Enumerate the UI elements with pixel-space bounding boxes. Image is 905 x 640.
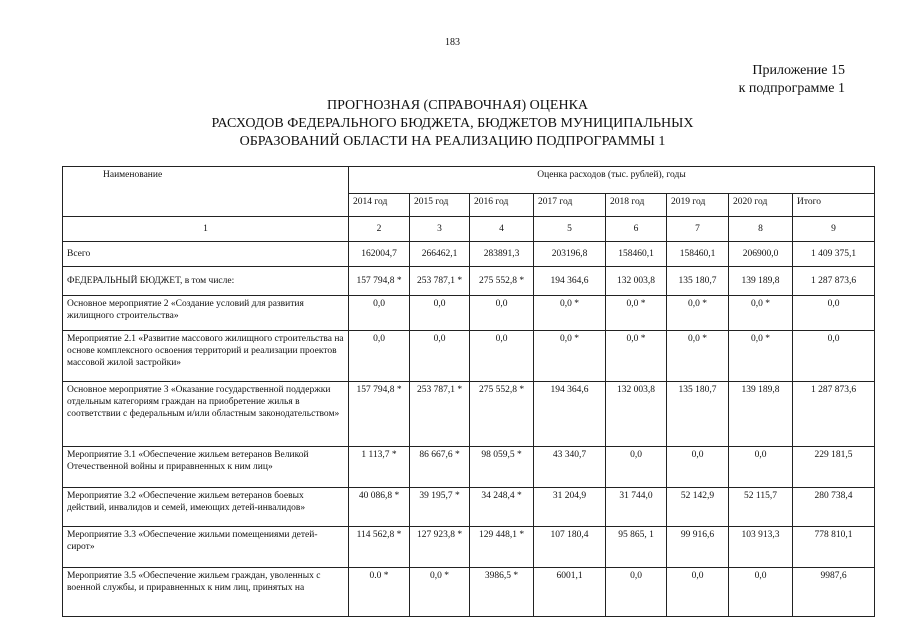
row-year-value: 0,0 xyxy=(729,568,793,617)
row-year-value: 99 916,6 xyxy=(667,527,729,568)
row-year-value: 52 142,9 xyxy=(667,488,729,527)
column-number: 9 xyxy=(793,217,875,242)
row-year-value: 39 195,7 * xyxy=(410,488,470,527)
row-year-value: 40 086,8 * xyxy=(349,488,410,527)
row-year-value: 0,0 xyxy=(470,331,534,382)
header-year: 2017 год xyxy=(534,194,606,217)
row-year-value: 0,0 * xyxy=(729,296,793,331)
row-name: Мероприятие 3.3 «Обеспечение жильми помещениями детей-сирот» xyxy=(63,527,349,568)
row-year-value: 0,0 xyxy=(410,331,470,382)
row-year-value: 114 562,8 * xyxy=(349,527,410,568)
row-year-value: 158460,1 xyxy=(606,242,667,267)
document-title-line-1: ПРОГНОЗНАЯ (СПРАВОЧНАЯ) ОЦЕНКА xyxy=(326,98,589,113)
row-total-value: 1 287 873,6 xyxy=(793,267,875,296)
row-year-value: 107 180,4 xyxy=(534,527,606,568)
row-year-value: 194 364,6 xyxy=(534,382,606,447)
row-year-value: 132 003,8 xyxy=(606,267,667,296)
row-year-value: 266462,1 xyxy=(410,242,470,267)
header-year: 2018 год xyxy=(606,194,667,217)
row-year-value: 206900,0 xyxy=(729,242,793,267)
row-year-value: 6001,1 xyxy=(534,568,606,617)
column-number: 6 xyxy=(606,217,667,242)
row-total-value: 1 409 375,1 xyxy=(793,242,875,267)
table-row xyxy=(63,296,875,331)
row-year-value: 283891,3 xyxy=(470,242,534,267)
row-year-value: 0,0 xyxy=(606,568,667,617)
header-year: 2015 год xyxy=(410,194,470,217)
table-column-numbers-row xyxy=(63,217,875,242)
row-total-value: 229 181,5 xyxy=(793,447,875,488)
row-name: Мероприятие 3.5 «Обеспечение жильем граждан, уволенных с военной службы, и приравненных к ним лиц, принятых на xyxy=(63,568,349,617)
table-row xyxy=(63,331,875,382)
column-number: 7 xyxy=(667,217,729,242)
table-row xyxy=(63,382,875,447)
row-year-value: 0,0 * xyxy=(534,331,606,382)
row-year-value: 132 003,8 xyxy=(606,382,667,447)
row-year-value: 0,0 * xyxy=(667,331,729,382)
table-row xyxy=(63,568,875,617)
row-total-value: 778 810,1 xyxy=(793,527,875,568)
row-year-value: 194 364,6 xyxy=(534,267,606,296)
row-year-value: 34 248,4 * xyxy=(470,488,534,527)
row-name: Всего xyxy=(63,242,349,267)
row-name: Мероприятие 2.1 «Развитие массового жилищного строительства на основе комплексного освоения территорий и реализации проектов массовой жилой застройки» xyxy=(63,331,349,382)
row-year-value: 0,0 xyxy=(349,296,410,331)
expense-estimate-table xyxy=(62,166,875,617)
row-total-value: 1 287 873,6 xyxy=(793,382,875,447)
row-year-value: 1 113,7 * xyxy=(349,447,410,488)
table-row xyxy=(63,267,875,296)
row-year-value: 3986,5 * xyxy=(470,568,534,617)
table-header-row xyxy=(63,167,875,194)
row-year-value: 0,0 * xyxy=(534,296,606,331)
row-year-value: 162004,7 xyxy=(349,242,410,267)
appendix-subprogram: к подпрограмме 1 xyxy=(738,81,845,96)
row-name: ФЕДЕРАЛЬНЫЙ БЮДЖЕТ, в том числе: xyxy=(63,267,349,296)
header-total: Итого xyxy=(793,194,875,217)
row-year-value: 86 667,6 * xyxy=(410,447,470,488)
row-name: Мероприятие 3.2 «Обеспечение жильем ветеранов боевых действий, инвалидов и семей, имеющих детей-инвалидов» xyxy=(63,488,349,527)
document-title-line-2: РАСХОДОВ ФЕДЕРАЛЬНОГО БЮДЖЕТА, БЮДЖЕТОВ МУНИЦИПАЛЬНЫХ xyxy=(211,116,694,131)
row-year-value: 0,0 xyxy=(667,447,729,488)
header-year: 2016 год xyxy=(470,194,534,217)
row-year-value: 0,0 xyxy=(349,331,410,382)
row-year-value: 135 180,7 xyxy=(667,382,729,447)
row-year-value: 52 115,7 xyxy=(729,488,793,527)
row-year-value: 275 552,8 * xyxy=(470,382,534,447)
appendix-label: Приложение 15 xyxy=(752,63,845,78)
row-total-value: 0,0 xyxy=(793,331,875,382)
row-year-value: 157 794,8 * xyxy=(349,382,410,447)
column-number: 5 xyxy=(534,217,606,242)
row-year-value: 275 552,8 * xyxy=(470,267,534,296)
row-year-value: 0,0 * xyxy=(606,296,667,331)
row-year-value: 135 180,7 xyxy=(667,267,729,296)
row-year-value: 0,0 xyxy=(667,568,729,617)
row-name: Основное мероприятие 3 «Оказание государственной поддержки отдельным категориям граждан на приобретение жилья в соответствии с федеральным и/или областным законодательством» xyxy=(63,382,349,447)
row-year-value: 139 189,8 xyxy=(729,382,793,447)
row-year-value: 253 787,1 * xyxy=(410,382,470,447)
row-year-value: 0,0 * xyxy=(729,331,793,382)
header-year: 2019 год xyxy=(667,194,729,217)
table-body xyxy=(63,242,875,617)
table-row xyxy=(63,447,875,488)
row-year-value: 157 794,8 * xyxy=(349,267,410,296)
column-number: 3 xyxy=(410,217,470,242)
row-name: Основное мероприятие 2 «Создание условий для развития жилищного строительства» xyxy=(63,296,349,331)
header-name: Наименование xyxy=(63,167,349,217)
column-number: 1 xyxy=(63,217,349,242)
row-year-value: 103 913,3 xyxy=(729,527,793,568)
column-number: 8 xyxy=(729,217,793,242)
row-year-value: 31 744,0 xyxy=(606,488,667,527)
column-number: 4 xyxy=(470,217,534,242)
row-year-value: 0,0 xyxy=(470,296,534,331)
row-total-value: 0,0 xyxy=(793,296,875,331)
row-year-value: 203196,8 xyxy=(534,242,606,267)
document-title-line-3: ОБРАЗОВАНИЙ ОБЛАСТИ НА РЕАЛИЗАЦИЮ ПОДПРОГРАММЫ 1 xyxy=(239,134,666,149)
row-year-value: 0,0 xyxy=(410,296,470,331)
row-year-value: 0,0 * xyxy=(606,331,667,382)
row-year-value: 0,0 * xyxy=(410,568,470,617)
column-number: 2 xyxy=(349,217,410,242)
row-year-value: 98 059,5 * xyxy=(470,447,534,488)
row-total-value: 9987,6 xyxy=(793,568,875,617)
row-year-value: 127 923,8 * xyxy=(410,527,470,568)
row-year-value: 43 340,7 xyxy=(534,447,606,488)
header-group: Оценка расходов (тыс. рублей), годы xyxy=(349,167,875,194)
row-year-value: 0,0 * xyxy=(667,296,729,331)
row-year-value: 0,0 xyxy=(729,447,793,488)
table-row xyxy=(63,527,875,568)
row-year-value: 158460,1 xyxy=(667,242,729,267)
row-year-value: 31 204,9 xyxy=(534,488,606,527)
header-year: 2014 год xyxy=(349,194,410,217)
row-year-value: 253 787,1 * xyxy=(410,267,470,296)
table-row xyxy=(63,242,875,267)
header-year: 2020 год xyxy=(729,194,793,217)
row-total-value: 280 738,4 xyxy=(793,488,875,527)
row-name: Мероприятие 3.1 «Обеспечение жильем ветеранов Великой Отечественной войны и приравненных к ним лиц» xyxy=(63,447,349,488)
page-number: 183 xyxy=(445,37,460,48)
row-year-value: 0.0 * xyxy=(349,568,410,617)
table-row xyxy=(63,488,875,527)
row-year-value: 95 865, 1 xyxy=(606,527,667,568)
row-year-value: 139 189,8 xyxy=(729,267,793,296)
row-year-value: 0,0 xyxy=(606,447,667,488)
row-year-value: 129 448,1 * xyxy=(470,527,534,568)
